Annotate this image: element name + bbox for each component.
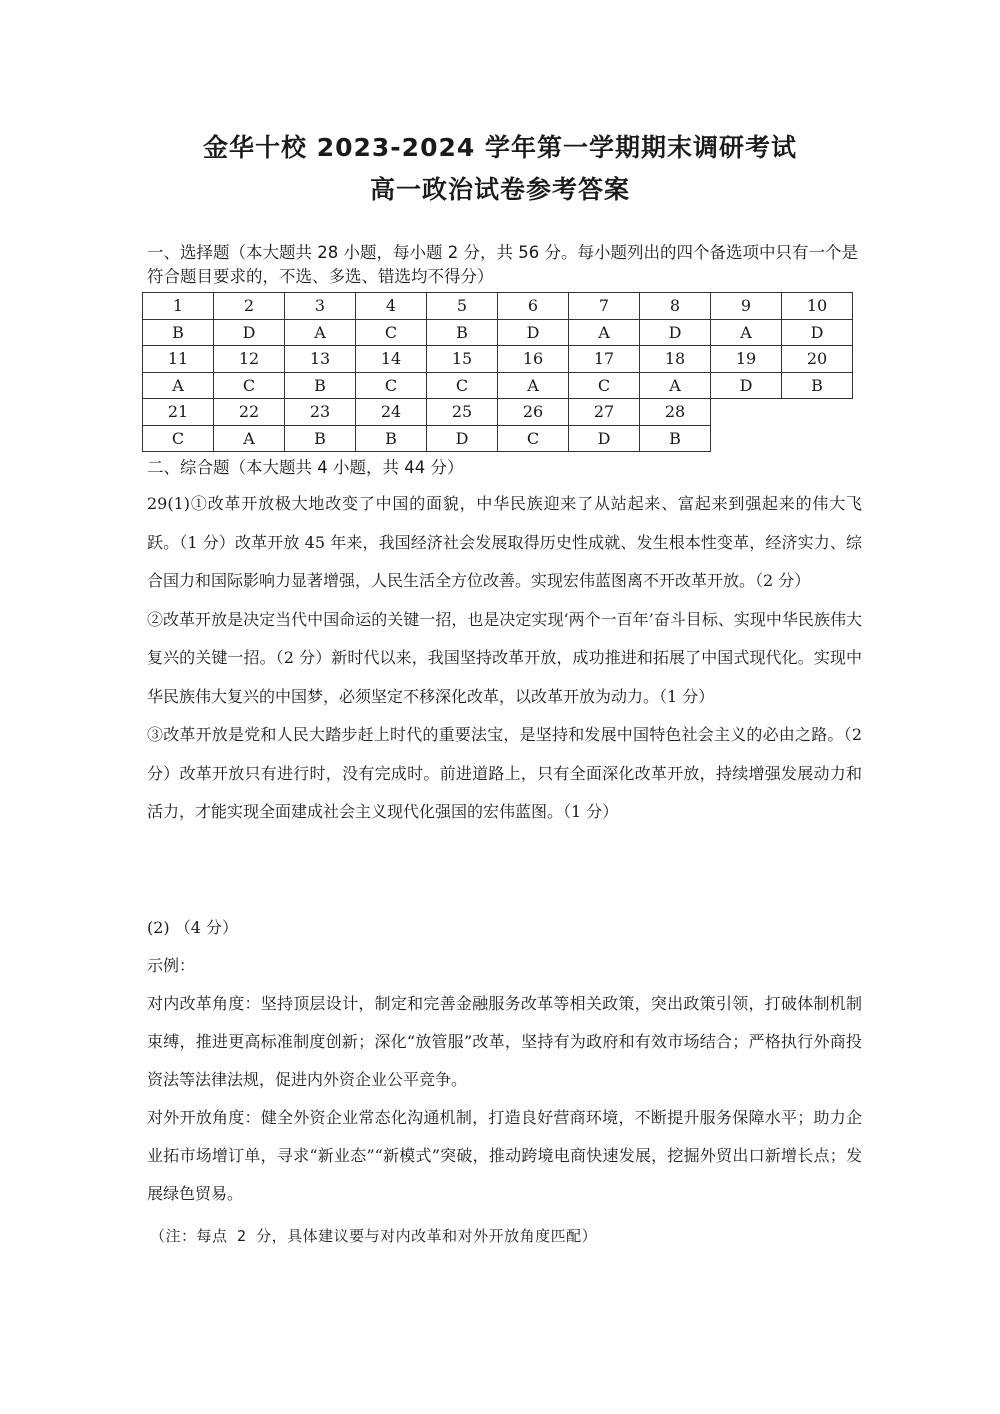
answer-letter: C xyxy=(427,372,498,399)
answer-letter: A xyxy=(498,372,569,399)
section2-heading: 二、综合题（本大题共 4 小题，共 44 分） xyxy=(147,458,464,477)
answer-letter: D xyxy=(782,319,853,346)
part2-label: (2) （4 分） xyxy=(147,918,239,937)
example-label: 示例： xyxy=(147,956,196,975)
question-number: 17 xyxy=(569,346,640,373)
answer-letter: C xyxy=(356,319,427,346)
answer-letter: A xyxy=(285,319,356,346)
question-number: 19 xyxy=(711,346,782,373)
answer-letter: C xyxy=(214,372,285,399)
question-number: 9 xyxy=(711,293,782,320)
question-number: 20 xyxy=(782,346,853,373)
question-number: 23 xyxy=(285,399,356,426)
question-29-part2 xyxy=(147,909,862,1213)
question-number: 13 xyxy=(285,346,356,373)
answer-letter: A xyxy=(640,372,711,399)
exam-title: 金华十校 2023-2024 学年第一学期期末调研考试 xyxy=(203,133,797,162)
answer-letter: D xyxy=(711,372,782,399)
table-row-numbers xyxy=(143,293,853,320)
question-number: 22 xyxy=(214,399,285,426)
question-number: 7 xyxy=(569,293,640,320)
table-row-numbers xyxy=(143,399,853,426)
answer-letter: B xyxy=(782,372,853,399)
answer-point-2: ②改革开放是决定当代中国命运的关键一招，也是决定实现‘两个一百年’奋斗目标、实现中华民族伟大复兴的关键一招。（2 分）新时代以来，我国坚持改革开放，成功推进和拓展了中国式现代化。实现中华民族伟大复兴的中国梦，必须坚定不移深化改革，以改革开放为动力。（1 分） xyxy=(147,609,862,706)
answer-letter: B xyxy=(285,372,356,399)
question-number: 12 xyxy=(214,346,285,373)
exam-subtitle: 高一政治试卷参考答案 xyxy=(369,175,630,204)
answer-letter: B xyxy=(427,319,498,346)
empty-cell xyxy=(711,399,782,426)
answer-table xyxy=(142,292,853,452)
question-number: 10 xyxy=(782,293,853,320)
question-number: 3 xyxy=(285,293,356,320)
answer-letter: C xyxy=(356,372,427,399)
question-number: 6 xyxy=(498,293,569,320)
question-number: 21 xyxy=(143,399,214,426)
answer-letter: A xyxy=(569,319,640,346)
question-number: 1 xyxy=(143,293,214,320)
answer-letter: D xyxy=(569,425,640,452)
answer-letter: B xyxy=(143,319,214,346)
table-row-answers xyxy=(143,319,853,346)
question-29-part1 xyxy=(147,485,862,832)
question-number: 16 xyxy=(498,346,569,373)
answer-point-1: 29(1)①改革开放极大地改变了中国的面貌，中华民族迎来了从站起来、富起来到强起来的伟大飞跃。（1 分）改革开放 45 年来，我国经济社会发展取得历史性成就、发生根本性变革，经济实力、综合国力和国际影响力显著增强，人民生活全方位改善。实现宏伟蓝图离不开改革开放。（2 分） xyxy=(147,494,862,590)
question-number: 24 xyxy=(356,399,427,426)
empty-cell xyxy=(711,425,782,452)
answer-letter: A xyxy=(711,319,782,346)
question-number: 14 xyxy=(356,346,427,373)
question-number: 25 xyxy=(427,399,498,426)
answer-letter: C xyxy=(498,425,569,452)
scoring-note: （注：每点 2 分，具体建议要与对内改革和对外开放角度匹配） xyxy=(150,1227,598,1245)
question-number: 18 xyxy=(640,346,711,373)
answer-letter: C xyxy=(569,372,640,399)
answer-letter: D xyxy=(214,319,285,346)
table-row-answers xyxy=(143,425,853,452)
answer-letter: B xyxy=(285,425,356,452)
table-row-answers xyxy=(143,372,853,399)
external-opening-answer: 对外开放角度：健全外资企业常态化沟通机制，打造良好营商环境，不断提升服务保障水平；助力企业拓市场增订单，寻求“新业态”“新模式”突破，推动跨境电商快速发展，挖掘外贸出口新增长点；发展绿色贸易。 xyxy=(147,1108,862,1203)
question-number: 26 xyxy=(498,399,569,426)
question-number: 4 xyxy=(356,293,427,320)
section1-heading: 一、选择题（本大题共 28 小题，每小题 2 分，共 56 分。每小题列出的四个备选项中只有一个是符合题目要求的，不选、多选、错选均不得分） xyxy=(147,243,858,286)
answer-letter: D xyxy=(427,425,498,452)
answer-point-3: ③改革开放是党和人民大踏步赶上时代的重要法宝，是坚持和发展中国特色社会主义的必由之路。（2 分）改革开放只有进行时，没有完成时。前进道路上，只有全面深化改革开放，持续增强发展动力和活力，才能实现全面建成社会主义现代化强国的宏伟蓝图。（1 分） xyxy=(147,725,862,821)
answer-letter: A xyxy=(143,372,214,399)
answer-letter: A xyxy=(214,425,285,452)
answer-letter: D xyxy=(498,319,569,346)
question-number: 5 xyxy=(427,293,498,320)
answer-letter: D xyxy=(640,319,711,346)
question-number: 15 xyxy=(427,346,498,373)
table-row-numbers xyxy=(143,346,853,373)
answer-letter: C xyxy=(143,425,214,452)
question-number: 2 xyxy=(214,293,285,320)
empty-cell xyxy=(782,425,853,452)
answer-letter: B xyxy=(640,425,711,452)
question-number: 11 xyxy=(143,346,214,373)
domestic-reform-answer: 对内改革角度：坚持顶层设计，制定和完善金融服务改革等相关政策，突出政策引领，打破体制机制束缚，推进更高标准制度创新；深化“放管服”改革，坚持有为政府和有效市场结合；严格执行外商投资法等法律法规，促进内外资企业公平竞争。 xyxy=(147,994,862,1089)
answer-letter: B xyxy=(356,425,427,452)
empty-cell xyxy=(782,399,853,426)
question-number: 27 xyxy=(569,399,640,426)
question-number: 28 xyxy=(640,399,711,426)
question-number: 8 xyxy=(640,293,711,320)
